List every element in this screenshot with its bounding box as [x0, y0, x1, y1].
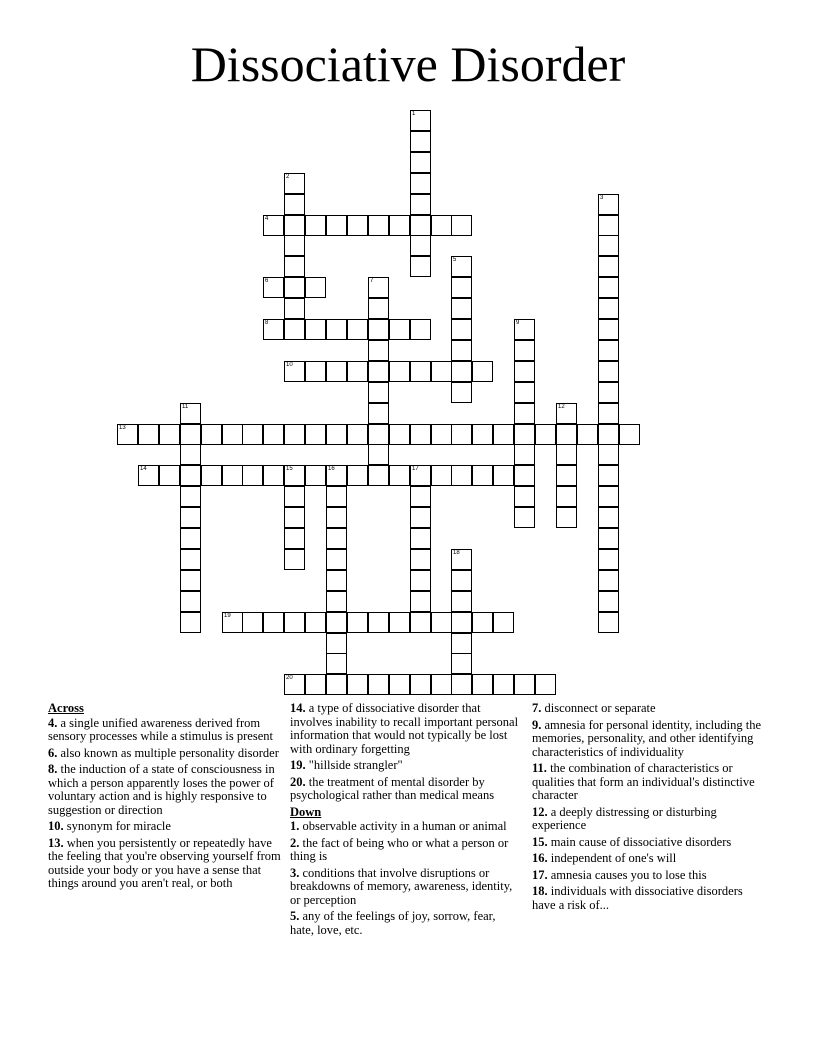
grid-cell[interactable]	[410, 152, 431, 173]
grid-cell[interactable]	[410, 256, 431, 277]
grid-cell[interactable]	[368, 340, 389, 361]
grid-cell[interactable]	[598, 194, 619, 215]
grid-cell[interactable]	[263, 215, 284, 236]
grid-cell[interactable]	[514, 674, 535, 695]
clue-number: 8	[265, 320, 269, 326]
down-clue: 12. a deeply distressing or disturbing experience	[532, 804, 717, 832]
grid-cell[interactable]	[368, 361, 389, 382]
grid-cell[interactable]	[598, 528, 619, 549]
down-clue: 7. disconnect or separate	[532, 701, 656, 715]
grid-cell[interactable]	[451, 340, 472, 361]
grid-cell[interactable]	[180, 591, 201, 612]
grid-cell[interactable]	[472, 424, 493, 445]
grid-cell[interactable]	[180, 612, 201, 633]
clue-number: 10	[286, 362, 293, 368]
grid-cell[interactable]	[305, 277, 326, 298]
grid-cell[interactable]	[389, 424, 410, 445]
grid-cell[interactable]	[263, 465, 284, 486]
grid-cell[interactable]	[347, 319, 368, 340]
grid-cell[interactable]	[514, 465, 535, 486]
across-clue: 19. "hillside strangler"	[290, 758, 403, 772]
clue-number: 13	[119, 425, 126, 431]
grid-cell[interactable]	[347, 361, 368, 382]
grid-cell[interactable]	[535, 424, 556, 445]
grid-cell[interactable]	[598, 591, 619, 612]
grid-cell[interactable]	[598, 256, 619, 277]
grid-cell[interactable]	[180, 424, 201, 445]
grid-cell[interactable]	[598, 424, 619, 445]
grid-cell[interactable]	[326, 486, 347, 507]
grid-cell[interactable]	[431, 612, 452, 633]
grid-cell[interactable]	[138, 424, 159, 445]
grid-cell[interactable]	[389, 215, 410, 236]
grid-cell[interactable]	[222, 424, 243, 445]
grid-cell[interactable]	[284, 277, 305, 298]
grid-cell[interactable]	[598, 277, 619, 298]
grid-cell[interactable]	[284, 612, 305, 633]
grid-cell[interactable]	[284, 424, 305, 445]
grid-cell[interactable]	[493, 612, 514, 633]
puzzle-title: Dissociative Disorder	[190, 36, 626, 92]
grid-cell[interactable]	[493, 424, 514, 445]
grid-cell[interactable]	[201, 424, 222, 445]
down-clue: 15. main cause of dissociative disorders	[532, 834, 732, 849]
grid-cell[interactable]	[326, 361, 347, 382]
down-clue: 5. any of the feelings of joy, sorrow, fear, hate, love, etc.	[290, 909, 496, 937]
grid-cell[interactable]	[598, 507, 619, 528]
grid-cell[interactable]	[326, 612, 347, 633]
grid-cell[interactable]	[451, 612, 472, 633]
down-clue: 18. individuals with dissociative disorders have a risk of...	[532, 884, 743, 912]
grid-cell[interactable]	[514, 507, 535, 528]
grid-cell[interactable]	[577, 424, 598, 445]
grid-cell[interactable]	[263, 424, 284, 445]
grid-cell[interactable]	[619, 424, 640, 445]
clue-number: 14	[140, 466, 147, 472]
clue-number: 9	[516, 320, 520, 326]
grid-cell[interactable]	[284, 528, 305, 549]
clue-number: 7	[370, 278, 374, 284]
grid-cell[interactable]	[180, 507, 201, 528]
grid-cell[interactable]	[598, 612, 619, 633]
grid-cell[interactable]	[305, 361, 326, 382]
grid-cell[interactable]	[431, 361, 452, 382]
clues-column-3	[532, 702, 768, 915]
across-clue: 13. when you persistently or repeatedly have the feeling that you're observing yourself from outside your body or you have a sense that things around you aren't real, or both	[48, 835, 281, 890]
grid-cell[interactable]	[410, 215, 431, 236]
grid-cell[interactable]	[410, 173, 431, 194]
grid-cell[interactable]	[284, 465, 305, 486]
grid-cell[interactable]	[598, 444, 619, 465]
across-clue: 6. also known as multiple personality disorder	[48, 745, 279, 760]
grid-cell[interactable]	[138, 465, 159, 486]
grid-cell[interactable]	[472, 612, 493, 633]
clue-number: 4	[265, 216, 269, 222]
grid-cell[interactable]	[263, 612, 284, 633]
grid-cell[interactable]	[431, 465, 452, 486]
down-heading: Down	[290, 804, 322, 819]
grid-cell[interactable]	[598, 340, 619, 361]
grid-cell[interactable]	[451, 591, 472, 612]
clue-number: 17	[412, 466, 419, 472]
grid-cell[interactable]	[410, 319, 431, 340]
grid-cell[interactable]	[284, 215, 305, 236]
grid-cell[interactable]	[598, 403, 619, 424]
down-clue: 17. amnesia causes you to lose this	[532, 867, 707, 882]
grid-cell[interactable]	[389, 674, 410, 695]
grid-cell[interactable]	[410, 507, 431, 528]
grid-cell[interactable]	[410, 528, 431, 549]
grid-cell[interactable]	[451, 633, 472, 654]
grid-cell[interactable]	[410, 674, 431, 695]
across-clue: 8. the induction of a state of consciousness in which a person apparently loses the power of voluntary action and is highly responsive to suggestion or direction	[48, 762, 275, 817]
grid-cell[interactable]	[598, 215, 619, 236]
grid-cell[interactable]	[326, 465, 347, 486]
grid-cell[interactable]	[117, 424, 138, 445]
grid-cell[interactable]	[598, 235, 619, 256]
grid-cell[interactable]	[368, 674, 389, 695]
grid-cell[interactable]	[514, 361, 535, 382]
down-clue: 16. independent of one's will	[532, 851, 677, 865]
grid-cell[interactable]	[326, 549, 347, 570]
grid-cell[interactable]	[368, 424, 389, 445]
grid-cell[interactable]	[431, 674, 452, 695]
grid-cell[interactable]	[451, 277, 472, 298]
grid-cell[interactable]	[305, 319, 326, 340]
grid-cell[interactable]	[410, 570, 431, 591]
grid-cell[interactable]	[159, 424, 180, 445]
grid-cell[interactable]	[326, 507, 347, 528]
grid-cell[interactable]	[180, 570, 201, 591]
grid-cell[interactable]	[368, 465, 389, 486]
grid-cell[interactable]	[514, 319, 535, 340]
across-clue: 10. synonym for miracle	[48, 819, 171, 833]
grid-cell[interactable]	[472, 361, 493, 382]
grid-cell[interactable]	[598, 465, 619, 486]
grid-cell[interactable]	[410, 486, 431, 507]
grid-cell[interactable]	[431, 215, 452, 236]
grid-cell[interactable]	[472, 465, 493, 486]
grid-cell[interactable]	[514, 444, 535, 465]
grid-cell[interactable]	[326, 319, 347, 340]
grid-cell[interactable]	[451, 570, 472, 591]
grid-cell[interactable]	[410, 465, 431, 486]
grid-cell[interactable]	[242, 465, 263, 486]
clue-number: 5	[453, 257, 457, 263]
clue-number: 2	[286, 174, 290, 180]
grid-cell[interactable]	[263, 277, 284, 298]
grid-cell[interactable]	[347, 612, 368, 633]
grid-cell[interactable]	[493, 674, 514, 695]
clue-number: 19	[224, 613, 231, 619]
grid-cell[interactable]	[598, 486, 619, 507]
grid-cell[interactable]	[451, 256, 472, 277]
grid-cell[interactable]	[284, 173, 305, 194]
grid-cell[interactable]	[556, 424, 577, 445]
grid-cell[interactable]	[368, 215, 389, 236]
grid-cell[interactable]	[305, 215, 326, 236]
grid-cell[interactable]	[451, 424, 472, 445]
grid-cell[interactable]	[556, 507, 577, 528]
grid-cell[interactable]	[284, 319, 305, 340]
grid-cell[interactable]	[368, 403, 389, 424]
grid-cell[interactable]	[451, 215, 472, 236]
grid-cell[interactable]	[472, 674, 493, 695]
grid-cell[interactable]	[410, 131, 431, 152]
down-clue: 2. the fact of being who or what a person or thing is	[290, 835, 509, 863]
grid-cell[interactable]	[180, 465, 201, 486]
down-clue: 9. amnesia for personal identity, including the memories, personality, and other identifying characteristics of individuality	[532, 717, 761, 759]
grid-cell[interactable]	[242, 424, 263, 445]
grid-cell[interactable]	[514, 424, 535, 445]
grid-cell[interactable]	[410, 110, 431, 131]
grid-cell[interactable]	[180, 528, 201, 549]
clues-column-1	[48, 702, 284, 894]
grid-cell[interactable]	[389, 465, 410, 486]
grid-cell[interactable]	[368, 444, 389, 465]
grid-cell[interactable]	[410, 549, 431, 570]
grid-cell[interactable]	[514, 382, 535, 403]
grid-cell[interactable]	[368, 298, 389, 319]
grid-cell[interactable]	[514, 486, 535, 507]
grid-cell[interactable]	[326, 528, 347, 549]
grid-cell[interactable]	[284, 235, 305, 256]
grid-cell[interactable]	[368, 277, 389, 298]
grid-cell[interactable]	[284, 298, 305, 319]
grid-cell[interactable]	[326, 424, 347, 445]
clue-number: 16	[328, 466, 335, 472]
grid-cell[interactable]	[159, 465, 180, 486]
clues-column-2	[290, 702, 522, 940]
grid-cell[interactable]	[180, 486, 201, 507]
grid-cell[interactable]	[326, 653, 347, 674]
grid-cell[interactable]	[284, 256, 305, 277]
grid-cell[interactable]	[368, 319, 389, 340]
grid-cell[interactable]	[514, 340, 535, 361]
grid-cell[interactable]	[222, 465, 243, 486]
grid-cell[interactable]	[180, 444, 201, 465]
grid-cell[interactable]	[556, 403, 577, 424]
grid-cell[interactable]	[451, 361, 472, 382]
grid-cell[interactable]	[431, 424, 452, 445]
grid-cell[interactable]	[410, 591, 431, 612]
grid-cell[interactable]	[535, 674, 556, 695]
grid-cell[interactable]	[493, 465, 514, 486]
down-clue: 1. observable activity in a human or animal	[290, 819, 507, 833]
grid-cell[interactable]	[180, 403, 201, 424]
grid-cell[interactable]	[389, 319, 410, 340]
grid-cell[interactable]	[368, 612, 389, 633]
grid-cell[interactable]	[263, 319, 284, 340]
clue-number: 20	[286, 675, 293, 681]
grid-cell[interactable]	[305, 424, 326, 445]
grid-cell[interactable]	[598, 361, 619, 382]
grid-cell[interactable]	[284, 674, 305, 695]
clue-number: 1	[412, 111, 416, 117]
grid-cell[interactable]	[451, 549, 472, 570]
across-clue: 20. the treatment of mental disorder by psychological rather than medical means	[290, 774, 495, 802]
grid-cell[interactable]	[347, 424, 368, 445]
grid-cell[interactable]	[284, 194, 305, 215]
grid-cell[interactable]	[598, 298, 619, 319]
grid-cell[interactable]	[598, 549, 619, 570]
grid-cell[interactable]	[598, 382, 619, 403]
grid-cell[interactable]	[368, 382, 389, 403]
grid-cell[interactable]	[451, 674, 472, 695]
grid-cell[interactable]	[284, 549, 305, 570]
grid-cell[interactable]	[347, 215, 368, 236]
grid-cell[interactable]	[326, 215, 347, 236]
grid-cell[interactable]	[326, 570, 347, 591]
down-clue: 3. conditions that involve disruptions or breakdowns of memory, awareness, identity, or perception	[290, 865, 513, 907]
clue-number: 11	[182, 404, 189, 410]
grid-cell[interactable]	[410, 424, 431, 445]
grid-cell[interactable]	[284, 361, 305, 382]
grid-cell[interactable]	[556, 444, 577, 465]
grid-cell[interactable]	[284, 486, 305, 507]
grid-cell[interactable]	[556, 486, 577, 507]
grid-cell[interactable]	[305, 612, 326, 633]
grid-cell[interactable]	[598, 319, 619, 340]
grid-cell[interactable]	[201, 465, 222, 486]
grid-cell[interactable]	[514, 403, 535, 424]
clue-number: 3	[600, 195, 604, 201]
grid-cell[interactable]	[451, 319, 472, 340]
grid-cell[interactable]	[222, 612, 243, 633]
grid-cell[interactable]	[451, 382, 472, 403]
grid-cell[interactable]	[326, 674, 347, 695]
grid-cell[interactable]	[180, 549, 201, 570]
grid-cell[interactable]	[410, 612, 431, 633]
across-clue: 4. a single unified awareness derived from sensory processes while a stimulus is present	[48, 715, 273, 743]
grid-cell[interactable]	[556, 465, 577, 486]
down-clue: 11. the combination of characteristics or qualities that form an individual's distinctive character	[532, 761, 755, 802]
grid-cell[interactable]	[410, 235, 431, 256]
clue-number: 6	[265, 278, 269, 284]
grid-cell[interactable]	[598, 570, 619, 591]
grid-cell[interactable]	[326, 633, 347, 654]
grid-cell[interactable]	[284, 507, 305, 528]
clue-number: 15	[286, 466, 293, 472]
across-clue: 14. a type of dissociative disorder that involves inability to recall important personal information that would not typically be lost with ordinary forgetting	[290, 701, 519, 756]
grid-cell[interactable]	[305, 465, 326, 486]
clue-number: 12	[558, 404, 565, 410]
grid-cell[interactable]	[451, 298, 472, 319]
grid-cell[interactable]	[242, 612, 263, 633]
grid-cell[interactable]	[347, 674, 368, 695]
across-heading: Across	[48, 701, 84, 715]
grid-cell[interactable]	[326, 591, 347, 612]
clue-number: 18	[453, 550, 460, 556]
grid-cell[interactable]	[451, 465, 472, 486]
grid-cell[interactable]	[389, 612, 410, 633]
grid-cell[interactable]	[451, 653, 472, 674]
grid-cell[interactable]	[305, 674, 326, 695]
grid-cell[interactable]	[347, 465, 368, 486]
grid-cell[interactable]	[410, 194, 431, 215]
grid-cell[interactable]	[410, 361, 431, 382]
grid-cell[interactable]	[389, 361, 410, 382]
